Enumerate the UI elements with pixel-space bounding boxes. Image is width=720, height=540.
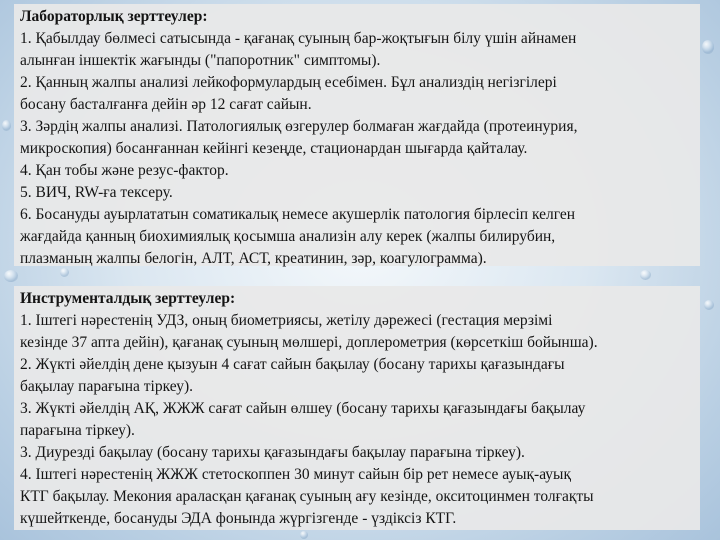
lab-line: микроскопия) босанғаннан кейінгі кезеңде, стационардан шығарда қайталау.: [20, 140, 528, 157]
instr-line: кезінде 37 апта дейін), қағанақ суының мөлшері, доплерометрия (көрсеткіш бойынша).: [20, 334, 598, 351]
lab-line: алынған іншектік жағынды ("папоротник" симптомы).: [20, 52, 381, 69]
water-droplet: [300, 531, 308, 539]
water-droplet: [2, 120, 11, 131]
instr-line: КТГ бақылау. Мекония араласқан қағанақ суының ағу кезінде, окситоцинмен толғақты: [20, 488, 594, 505]
instrumental-tests-panel: [14, 286, 700, 530]
water-droplet: [702, 40, 714, 54]
lab-line: 1. Қабылдау бөлмесі сатысында - қағанақ суының бар-жоқтығын білу үшін айнамен: [20, 30, 577, 47]
lab-tests-heading: Лабораторлық зерттеулер:: [20, 8, 208, 25]
instr-line: 1. Іштегі нәрестенің УДЗ, оның биометриясы, жетілу дәрежесі (гестация мерзімі: [20, 312, 553, 329]
lab-tests-panel: [14, 4, 700, 266]
instr-line: 2. Жүкті әйелдің дене қызуын 4 сағат сайын бақылау (босану тарихы қағазындағы: [20, 356, 565, 373]
lab-line: босану басталғанға дейін әр 12 сағат сайын.: [20, 96, 312, 113]
instr-line: бақылау парағына тіркеу).: [20, 378, 194, 395]
lab-line: 3. Зәрдің жалпы анализі. Патологиялық өзгерулер болмаған жағдайда (протеинурия,: [20, 118, 578, 135]
instr-line: 3. Диурезді бақылау (босану тарихы қағазындағы бақылау парағына тіркеу).: [20, 444, 525, 461]
lab-line: 5. ВИЧ, RW-ға тексеру.: [20, 184, 173, 201]
water-droplet: [640, 270, 651, 280]
instrumental-tests-heading: Инструменталдық зерттеулер:: [20, 290, 236, 307]
instr-line: күшейткенде, босануды ЭДА фонында жүргізгенде - үздіксіз КТГ.: [20, 510, 457, 527]
lab-line: 2. Қанның жалпы анализі лейкоформулардың есебімен. Бұл анализдің негізгілері: [20, 74, 557, 91]
instr-line: 4. Іштегі нәрестенің ЖЖЖ стетоскоппен 30 минут сайын бір рет немесе ауық-ауық: [20, 466, 571, 483]
instr-line: 3. Жүкті әйелдің АҚ, ЖЖЖ сағат сайын өлшеу (босану тарихы қағазындағы бақылау: [20, 400, 586, 417]
water-droplet: [4, 270, 18, 282]
instr-line: парағына тіркеу).: [20, 422, 135, 439]
lab-line: 6. Босануды ауырлататын соматикалық немесе акушерлік патология бірлесіп келген: [20, 206, 576, 223]
lab-line: жағдайда қанның биохимиялық қосымша анализін алу керек (жалпы билирубин,: [20, 228, 556, 245]
water-droplet: [704, 300, 714, 310]
lab-line: 4. Қан тобы және резус-фактор.: [20, 162, 229, 179]
lab-line: плазманың жалпы белогін, АЛТ, АСТ, креатинин, зәр, коагулограмма).: [20, 250, 487, 267]
